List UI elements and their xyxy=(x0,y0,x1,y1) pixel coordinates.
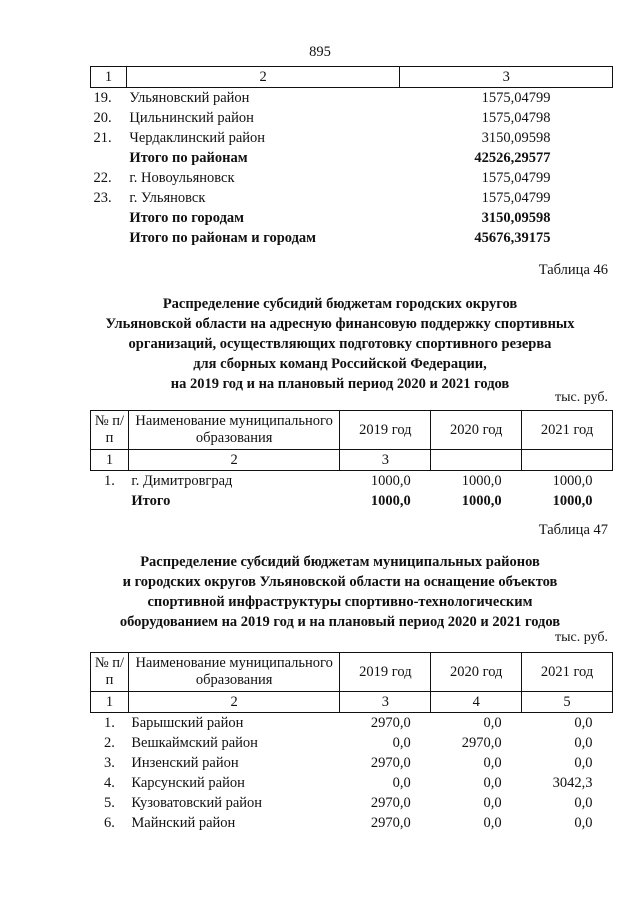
table-cell: Карсунский район xyxy=(131,775,245,791)
table-cell: 0,0 xyxy=(483,755,502,771)
table-row xyxy=(91,813,613,833)
title-line: и городских округов Ульяновской области на оснащение объектов xyxy=(122,574,558,590)
table-cell: 19. xyxy=(93,90,112,106)
table-cell: Итого по городам xyxy=(129,210,245,226)
table-cell: Кузоватовский район xyxy=(131,795,263,811)
table-cell: Ульяновский район xyxy=(129,90,250,106)
table-cell: 3. xyxy=(104,755,115,771)
table-cell: 6. xyxy=(104,815,115,831)
table-cell: Вешкаймский район xyxy=(131,735,258,751)
title-line: оборудованием на 2019 год и на плановый период 2020 и 2021 годов xyxy=(119,614,561,630)
table-cell: Чердаклинский район xyxy=(129,130,266,146)
table47-index-row xyxy=(91,692,613,713)
index-cell xyxy=(431,450,522,471)
table-cell: Цильнинский район xyxy=(129,110,254,126)
table-cell: 3042,3 xyxy=(552,775,593,791)
table-cell: 3150,09598 xyxy=(481,210,551,226)
table-cell: 2970,0 xyxy=(370,795,411,811)
col-num-header: № п/п xyxy=(91,411,129,450)
table-cell: 1575,04799 xyxy=(481,170,551,186)
table-cell: Барышский район xyxy=(131,715,244,731)
table-row xyxy=(91,108,613,128)
table46-caption: Таблица 46 xyxy=(538,262,608,278)
table-cell: 0,0 xyxy=(574,715,593,731)
title-line: организаций, осуществляющих подготовку спортивного резерва xyxy=(128,336,552,352)
table-cell: 1575,04798 xyxy=(481,110,551,126)
col-2021-header: 2021 год xyxy=(522,411,613,450)
table-row xyxy=(91,188,613,208)
table-cell: 23. xyxy=(93,190,112,206)
table-cell: 22. xyxy=(93,170,112,186)
table-row xyxy=(91,228,613,248)
table-cell: 42526,29577 xyxy=(474,150,551,166)
table-cell xyxy=(91,208,127,228)
table-row xyxy=(91,471,613,492)
table-cell: 20. xyxy=(93,110,112,126)
table-cell xyxy=(91,491,129,511)
table-cell: 2970,0 xyxy=(370,755,411,771)
table-cell: г. Ульяновск xyxy=(129,190,206,206)
index-cell: 1 xyxy=(91,450,129,471)
table-cell: 21. xyxy=(93,130,112,146)
table-cell: 45676,39175 xyxy=(474,230,551,246)
table-cell: 1000,0 xyxy=(461,493,502,509)
table46-units: тыс. руб. xyxy=(555,390,608,405)
table-row xyxy=(91,753,613,773)
col-name-header: Наименование муниципального образования xyxy=(128,653,340,692)
col-2021-header: 2021 год xyxy=(522,653,613,692)
table-cell: Майнский район xyxy=(131,815,236,831)
table-cell: Итого по районам xyxy=(129,150,248,166)
table-cell: 1000,0 xyxy=(461,473,502,489)
table-cell: Итого xyxy=(131,493,171,509)
table-cell: 0,0 xyxy=(574,795,593,811)
index-cell: 2 xyxy=(128,450,340,471)
title-line: Распределение субсидий бюджетам городских округов xyxy=(162,296,518,312)
col-num-header: № п/п xyxy=(91,653,129,692)
table-cell: 0,0 xyxy=(483,815,502,831)
col-header: 2 xyxy=(126,67,400,88)
title-line: Распределение субсидий бюджетам муниципальных районов xyxy=(140,554,540,570)
col-2019-header: 2019 год xyxy=(340,653,431,692)
table46-index-row xyxy=(91,450,613,471)
table47-units: тыс. руб. xyxy=(555,630,608,645)
index-cell: 4 xyxy=(431,692,522,713)
table-cell: 2970,0 xyxy=(370,715,411,731)
table-row xyxy=(91,128,613,148)
table46-body xyxy=(91,471,613,512)
title-line: для сборных команд Российской Федерации, xyxy=(193,356,487,372)
table-row xyxy=(91,491,613,511)
table-cell: 0,0 xyxy=(483,795,502,811)
table-top-body xyxy=(91,88,613,249)
table-cell: 3150,09598 xyxy=(481,130,551,146)
table-cell: г. Новоульяновск xyxy=(129,170,235,186)
table46-title xyxy=(60,294,620,394)
index-cell: 3 xyxy=(340,692,431,713)
table-row xyxy=(91,168,613,188)
title-line: Ульяновской области на адресную финансовую поддержку спортивных xyxy=(105,316,575,332)
table-cell: Инзенский район xyxy=(131,755,239,771)
page-number: 895 xyxy=(309,44,331,60)
table-cell: 1000,0 xyxy=(552,473,593,489)
table47-caption: Таблица 47 xyxy=(538,522,608,538)
index-cell: 3 xyxy=(340,450,431,471)
col-header: 3 xyxy=(400,67,613,88)
table-cell: 1. xyxy=(104,715,115,731)
table-cell: 1575,04799 xyxy=(481,90,551,106)
table-cell: 0,0 xyxy=(574,815,593,831)
table-cell: 2. xyxy=(104,735,115,751)
table-row xyxy=(91,773,613,793)
table-cell xyxy=(91,148,127,168)
table-cell: 1. xyxy=(104,473,115,489)
table46-header xyxy=(91,411,613,450)
index-cell: 1 xyxy=(91,692,129,713)
table-cell: Итого по районам и городам xyxy=(129,230,317,246)
col-2019-header: 2019 год xyxy=(340,411,431,450)
col-name-header: Наименование муниципального образования xyxy=(128,411,340,450)
table-row xyxy=(91,793,613,813)
index-cell: 2 xyxy=(128,692,340,713)
table-top-header xyxy=(91,67,613,88)
title-line: на 2019 год и на плановый период 2020 и 2021 годов xyxy=(170,376,510,392)
table-row xyxy=(91,713,613,734)
title-line: спортивной инфраструктуры спортивно-технологическим xyxy=(147,594,533,610)
table-cell: 0,0 xyxy=(574,735,593,751)
table-row xyxy=(91,148,613,168)
table-cell: г. Димитровград xyxy=(131,473,233,489)
table47 xyxy=(90,652,613,833)
col-header: 1 xyxy=(91,67,127,88)
table-cell: 0,0 xyxy=(574,755,593,771)
table47-title xyxy=(60,552,620,632)
table-cell: 0,0 xyxy=(392,775,411,791)
col-2020-header: 2020 год xyxy=(431,411,522,450)
table-cell: 2970,0 xyxy=(370,815,411,831)
table-row xyxy=(91,733,613,753)
table-top xyxy=(90,66,613,248)
index-cell xyxy=(522,450,613,471)
table-cell: 5. xyxy=(104,795,115,811)
table-cell: 2970,0 xyxy=(461,735,502,751)
table-cell xyxy=(91,228,127,248)
table-cell: 1000,0 xyxy=(552,493,593,509)
table47-header xyxy=(91,653,613,692)
col-2020-header: 2020 год xyxy=(431,653,522,692)
index-cell: 5 xyxy=(522,692,613,713)
table-cell: 0,0 xyxy=(483,715,502,731)
table-cell: 0,0 xyxy=(392,735,411,751)
table-cell: 1000,0 xyxy=(370,493,411,509)
table-cell: 1000,0 xyxy=(370,473,411,489)
table-cell: 0,0 xyxy=(483,775,502,791)
table-row xyxy=(91,208,613,228)
table46 xyxy=(90,410,613,511)
table47-body xyxy=(91,713,613,834)
table-cell: 4. xyxy=(104,775,115,791)
table-cell: 1575,04799 xyxy=(481,190,551,206)
table-row xyxy=(91,88,613,109)
